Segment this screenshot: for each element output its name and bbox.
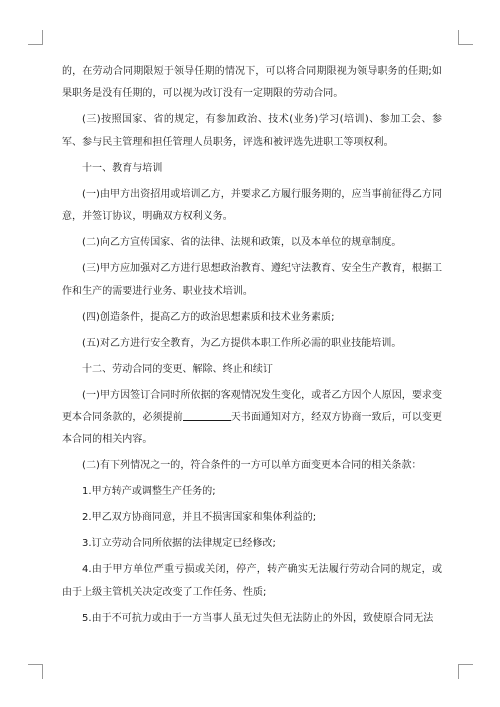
list-item-3: 3.订立劳动合同所依据的法律规定已经修改; xyxy=(82,538,276,550)
paragraph-education-3: (三)甲方应加强对乙方进行思想政治教育、遵纪守法教育、安全生产教育，根据工作和生产的需要进行业务、职业技术培训。 xyxy=(62,263,442,297)
paragraph-education-1: (一)由甲方出资招用或培训乙方，并要求乙方履行服务期的，应当事前征得乙方同意，并签订协议，明确双方权利义务。 xyxy=(62,188,442,223)
section-heading-contract-change: 十二、劳动合同的变更、解除、终止和续订 xyxy=(82,363,273,375)
paragraph-change-2: (二)有下列情况之一的，符合条件的一方可以单方面变更本合同的相关条款： xyxy=(82,460,422,472)
section-heading-education: 十一、教育与培训 xyxy=(82,162,163,174)
crop-mark-bottom-left xyxy=(28,664,43,679)
list-item-2: 2.甲乙双方协商同意，并且不损害国家和集体利益的; xyxy=(82,512,317,524)
fill-in-blank-days[interactable] xyxy=(183,410,231,421)
list-item-5: 5.由于不可抗力或由于一方当事人虽无过失但无法防止的外因，致使原合同无法 xyxy=(82,612,434,624)
document-body xyxy=(62,61,442,634)
paragraph-education-5: (五)对乙方进行安全教育，为乙方提供本职工作所必需的职业技能培训。 xyxy=(82,337,402,349)
change-clause-before-blank: (一)甲方因签订合同时所依据的客观情况发生变化，或者乙方因个人原因，要求变更本合同条款的，必须提前 xyxy=(62,389,442,424)
paragraph-rights: (三)按照国家、省的规定，有参加政治、技术(业务)学习(培训)、参加工会、参军、参与民主管理和担任管理人员职务，评选和被评选先进职工等项权利。 xyxy=(62,114,442,148)
change-clause-after-blank: 天书面通知对方，经双方协商一致后，可以变更本合同的相关内容。 xyxy=(62,412,442,446)
crop-mark-top-left xyxy=(28,30,43,45)
crop-mark-bottom-right xyxy=(458,664,473,679)
list-item-4: 4.由于甲方单位严重亏损或关闭，停产，转产确实无法履行劳动合同的规定，或由于上级主管机关决定改变了工作任务、性质; xyxy=(62,564,442,598)
paragraph-term-continuation: 的，在劳动合同期限短于领导任期的情况下，可以将合同期限视为领导职务的任期;如果职务是没有任期的，可以视为改订没有一定期限的劳动合同。 xyxy=(62,66,442,100)
crop-mark-top-right xyxy=(458,30,473,45)
list-item-1: 1.甲方转产或调整生产任务的; xyxy=(82,486,216,498)
paragraph-education-4: (四)创造条件，提高乙方的政治思想素质和技术业务素质; xyxy=(82,311,335,323)
paragraph-education-2: (二)向乙方宣传国家、省的法律、法规和政策，以及本单位的规章制度。 xyxy=(82,237,402,249)
paragraph-change-1 xyxy=(62,385,442,452)
